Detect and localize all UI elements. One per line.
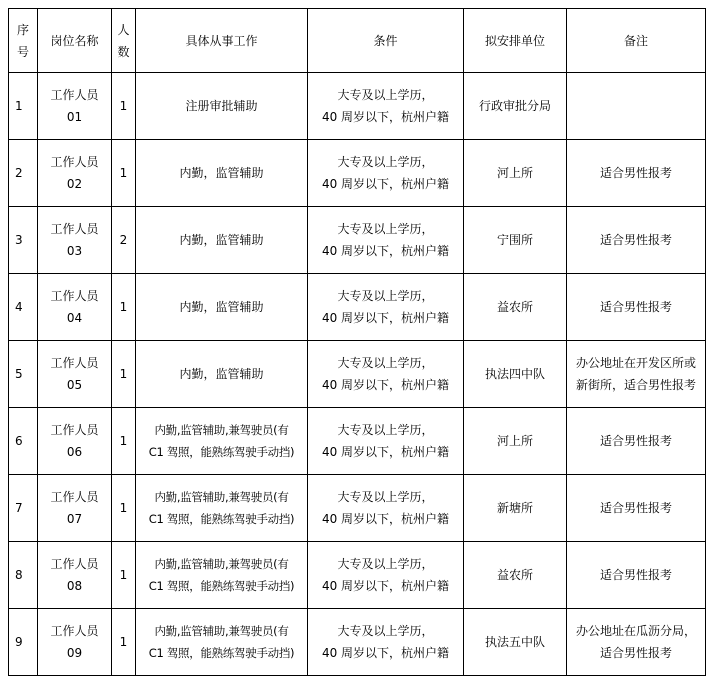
cell-position-line: 03 [66,244,83,258]
header-conditions: 条件 [308,9,464,73]
cell-remarks-line: 新街所，适合男性报考 [575,378,696,392]
cell-conditions [308,341,464,408]
cell-seq: 7 [9,475,38,542]
cell-unit: 执法五中队 [464,609,567,676]
cell-position [38,475,112,542]
cell-position-line: 工作人员 [50,356,99,370]
cell-duty-line: 注册审批辅助 [185,99,258,113]
recruitment-table-sheet [8,8,706,676]
cell-conditions-line: 40 周岁以下，杭州户籍 [321,445,450,459]
cell-duty-line: 内勤,监管辅助,兼驾驶员(有 [154,624,289,638]
cell-conditions-line: 40 周岁以下，杭州户籍 [321,512,450,526]
cell-duty [136,408,308,475]
cell-unit: 行政审批分局 [464,73,567,140]
cell-conditions-line: 大专及以上学历， [337,222,434,236]
table-row [9,341,706,408]
cell-count: 1 [112,475,136,542]
cell-count: 1 [112,609,136,676]
cell-count: 1 [112,274,136,341]
cell-seq: 8 [9,542,38,609]
cell-conditions-line: 大专及以上学历， [337,356,434,370]
cell-conditions-line: 大专及以上学历， [337,88,434,102]
cell-position [38,341,112,408]
cell-duty-line: 内勤，监管辅助 [179,166,264,180]
cell-duty [136,542,308,609]
cell-position [38,274,112,341]
header-duty: 具体从事工作 [136,9,308,73]
cell-duty-line: C1 驾照，能熟练驾驶手动挡) [148,579,295,593]
cell-conditions-line: 40 周岁以下，杭州户籍 [321,311,450,325]
cell-remarks [567,140,706,207]
cell-remarks [567,274,706,341]
table-row [9,475,706,542]
cell-position-line: 工作人员 [50,222,99,236]
cell-position [38,207,112,274]
cell-position-line: 08 [66,579,83,593]
cell-remarks [567,542,706,609]
cell-duty-line: C1 驾照，能熟练驾驶手动挡) [148,646,295,660]
cell-unit: 益农所 [464,542,567,609]
cell-conditions-line: 40 周岁以下，杭州户籍 [321,579,450,593]
cell-position-line: 工作人员 [50,490,99,504]
cell-remarks-line: 适合男性报考 [599,166,672,180]
cell-position-line: 05 [66,378,83,392]
cell-position-line: 01 [66,110,83,124]
cell-conditions [308,542,464,609]
cell-duty-line: 内勤,监管辅助,兼驾驶员(有 [154,557,289,571]
cell-remarks-line: 适合男性报考 [599,568,672,582]
cell-duty-line: 内勤,监管辅助,兼驾驶员(有 [154,490,289,504]
cell-duty-line: 内勤，监管辅助 [179,300,264,314]
cell-seq: 4 [9,274,38,341]
cell-remarks-line: 适合男性报考 [599,434,672,448]
cell-remarks [567,609,706,676]
table-row [9,408,706,475]
cell-position-line: 工作人员 [50,88,99,102]
cell-duty [136,609,308,676]
cell-conditions-line: 40 周岁以下，杭州户籍 [321,378,450,392]
cell-remarks-line: 适合男性报考 [599,300,672,314]
cell-duty [136,274,308,341]
cell-remarks-line: 适合男性报考 [599,501,672,515]
cell-conditions-line: 大专及以上学历， [337,155,434,169]
cell-conditions-line: 大专及以上学历， [337,289,434,303]
cell-position-line: 02 [66,177,83,191]
cell-duty [136,475,308,542]
cell-duty-line: C1 驾照，能熟练驾驶手动挡) [148,512,295,526]
cell-position-line: 工作人员 [50,289,99,303]
cell-conditions [308,475,464,542]
cell-seq: 2 [9,140,38,207]
cell-conditions-line: 40 周岁以下，杭州户籍 [321,244,450,258]
cell-duty [136,341,308,408]
cell-count: 2 [112,207,136,274]
cell-remarks [567,475,706,542]
cell-position [38,542,112,609]
cell-remarks [567,341,706,408]
cell-unit: 河上所 [464,140,567,207]
cell-duty-line: 内勤，监管辅助 [179,367,264,381]
cell-remarks-line: 适合男性报考 [599,233,672,247]
cell-remarks-line: 适合男性报考 [599,646,672,660]
table-row [9,207,706,274]
table-row [9,542,706,609]
cell-seq: 9 [9,609,38,676]
cell-seq: 1 [9,73,38,140]
cell-unit: 河上所 [464,408,567,475]
cell-remarks [567,207,706,274]
header-position: 岗位名称 [38,9,112,73]
cell-position-line: 工作人员 [50,423,99,437]
cell-conditions-line: 大专及以上学历， [337,557,434,571]
cell-duty-line: C1 驾照，能熟练驾驶手动挡) [148,445,295,459]
cell-position [38,140,112,207]
recruitment-table [8,8,706,676]
cell-conditions-line: 大专及以上学历， [337,423,434,437]
table-row [9,274,706,341]
cell-position-line: 09 [66,646,83,660]
cell-position [38,609,112,676]
table-body [9,73,706,676]
table-row [9,73,706,140]
cell-conditions-line: 40 周岁以下，杭州户籍 [321,177,450,191]
cell-position-line: 04 [66,311,83,325]
cell-position-line: 07 [66,512,83,526]
cell-count: 1 [112,542,136,609]
cell-unit: 益农所 [464,274,567,341]
cell-conditions-line: 40 周岁以下，杭州户籍 [321,646,450,660]
cell-unit: 执法四中队 [464,341,567,408]
header-count: 人数 [112,9,136,73]
cell-position-line: 工作人员 [50,557,99,571]
cell-duty-line: 内勤，监管辅助 [179,233,264,247]
cell-remarks-line: 办公地址在开发区所或 [575,356,696,370]
cell-count: 1 [112,341,136,408]
cell-remarks [567,73,706,140]
cell-conditions [308,274,464,341]
cell-seq: 5 [9,341,38,408]
cell-remarks [567,408,706,475]
cell-conditions [308,73,464,140]
cell-duty [136,73,308,140]
cell-remarks-line: 办公地址在瓜沥分局， [575,624,696,638]
table-row [9,140,706,207]
cell-seq: 6 [9,408,38,475]
cell-position [38,408,112,475]
cell-position-line: 工作人员 [50,155,99,169]
cell-conditions-line: 大专及以上学历， [337,490,434,504]
cell-unit: 宁围所 [464,207,567,274]
table-row [9,609,706,676]
cell-conditions [308,609,464,676]
cell-count: 1 [112,408,136,475]
cell-position [38,73,112,140]
header-unit: 拟安排单位 [464,9,567,73]
cell-seq: 3 [9,207,38,274]
cell-position-line: 工作人员 [50,624,99,638]
cell-conditions-line: 40 周岁以下，杭州户籍 [321,110,450,124]
header-row [9,9,706,73]
cell-duty-line: 内勤,监管辅助,兼驾驶员(有 [154,423,289,437]
header-seq: 序号 [9,9,38,73]
cell-unit: 新塘所 [464,475,567,542]
cell-position-line: 06 [66,445,83,459]
cell-conditions [308,140,464,207]
header-remarks: 备注 [567,9,706,73]
cell-count: 1 [112,140,136,207]
cell-count: 1 [112,73,136,140]
cell-duty [136,207,308,274]
cell-conditions [308,207,464,274]
cell-conditions [308,408,464,475]
cell-conditions-line: 大专及以上学历， [337,624,434,638]
cell-duty [136,140,308,207]
